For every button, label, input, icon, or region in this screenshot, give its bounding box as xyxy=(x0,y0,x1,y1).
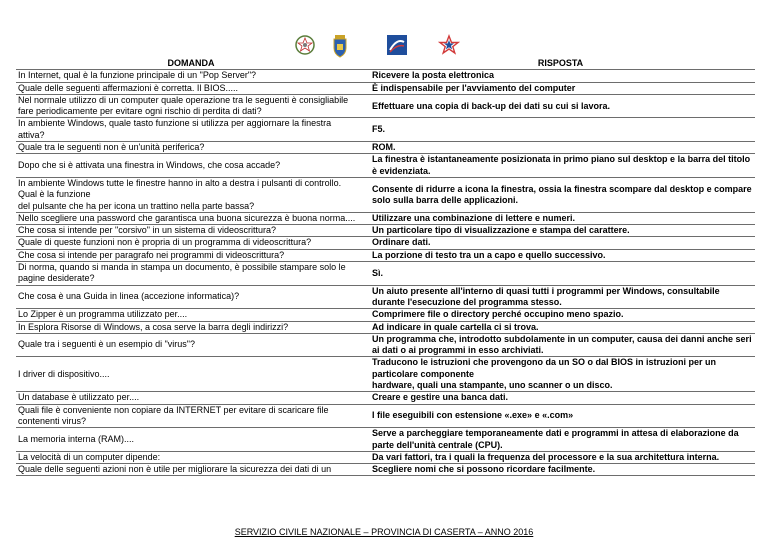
footer-caption: SERVIZIO CIVILE NAZIONALE – PROVINCIA DI CASERTA – ANNO 2016 xyxy=(234,527,534,537)
table-row xyxy=(16,118,755,142)
question-cell: Quale delle seguenti affermazioni è corretta. Il BIOS..... xyxy=(16,82,366,94)
answer-cell: È indispensabile per l'avviamento del computer xyxy=(366,82,755,94)
question-cell: Dopo che si è attivata una finestra in Windows, che cosa accade? xyxy=(16,154,366,178)
answer-cell: Consente di ridurre a icona la finestra, ossia la finestra scompare dal desktop e compare solo sulla barra delle applicazioni. xyxy=(366,177,755,212)
table-row xyxy=(16,309,755,321)
table-row xyxy=(16,428,755,452)
table-row xyxy=(16,451,755,463)
question-cell: Che cosa si intende per "corsivo" in un sistema di videoscrittura? xyxy=(16,225,366,237)
table-row xyxy=(16,357,755,392)
answer-cell: La porzione di testo tra un a capo e quello successivo. xyxy=(366,249,755,261)
question-cell: Quale di queste funzioni non è propria di un programma di videoscrittura? xyxy=(16,237,366,249)
table-row xyxy=(16,321,755,333)
question-cell: In ambiente Windows, quale tasto funzione si utilizza per aggiornare la finestra attiva? xyxy=(16,118,366,142)
question-cell: Quali file è conveniente non copiare da INTERNET per evitare di scaricare file contenenti virus? xyxy=(16,404,366,428)
province-caserta-crest-icon xyxy=(330,34,350,58)
table-row xyxy=(16,70,755,82)
question-cell: Di norma, quando si manda in stampa un documento, è possibile stampare solo le pagine desiderate? xyxy=(16,262,366,286)
question-cell: La velocità di un computer dipende: xyxy=(16,451,366,463)
question-cell: Nello scegliere una password che garantisca una buona sicurezza è buona norma.... xyxy=(16,212,366,224)
table-row xyxy=(16,333,755,357)
question-cell: Che cosa è una Guida in linea (accezione informatica)? xyxy=(16,285,366,309)
answer-cell: Ad indicare in quale cartella ci si trova. xyxy=(366,321,755,333)
table-row xyxy=(16,225,755,237)
italian-republic-emblem-icon xyxy=(294,34,316,56)
table-row xyxy=(16,392,755,404)
answer-cell: Serve a parcheggiare temporaneamente dati e programmi in attesa di elaborazione da parte dell'unità centrale (CPU). xyxy=(366,428,755,452)
table-row xyxy=(16,212,755,224)
table-row xyxy=(16,262,755,286)
answer-cell: ROM. xyxy=(366,142,755,154)
servizio-civile-logo-icon xyxy=(386,34,408,56)
answer-cell: Scegliere nomi che si possono ricordare facilmente. xyxy=(366,464,755,476)
answer-cell: Un particolare tipo di visualizzazione e stampa del carattere. xyxy=(366,225,755,237)
question-cell: Nel normale utilizzo di un computer quale operazione tra le seguenti è consigliabile fare periodicamente per evitare ogni rischio di perdita di dati? xyxy=(16,94,366,118)
answer-cell: Comprimere file o directory perché occupino meno spazio. xyxy=(366,309,755,321)
question-cell: Un database è utilizzato per.... xyxy=(16,392,366,404)
question-cell: In Esplora Risorse di Windows, a cosa serve la barra degli indirizzi? xyxy=(16,321,366,333)
answer-cell: Traducono le istruzioni che provengono da un SO o dal BIOS in istruzioni per un particolare componente hardware, quali una stampante, uno scanner o un disco. xyxy=(366,357,755,392)
answer-cell: Ordinare dati. xyxy=(366,237,755,249)
star-logo-icon xyxy=(438,34,460,56)
question-cell: Quale delle seguenti azioni non è utile per migliorare la sicurezza dei dati di un xyxy=(16,464,366,476)
answer-cell: Un programma che, introdotto subdolamente in un computer, causa dei danni anche seri ai dati o ai programmi in esso archiviati. xyxy=(366,333,755,357)
question-cell: In ambiente Windows tutte le finestre hanno in alto a destra i pulsanti di controllo. Qual è la funzione del pulsante che ha per icona un trattino nella parte bassa? xyxy=(16,177,366,212)
answer-cell: Ricevere la posta elettronica xyxy=(366,70,755,82)
table-row xyxy=(16,404,755,428)
question-cell: La memoria interna (RAM).... xyxy=(16,428,366,452)
answer-cell: Creare e gestire una banca dati. xyxy=(366,392,755,404)
question-cell: Che cosa si intende per paragrafo nei programmi di videoscrittura? xyxy=(16,249,366,261)
answer-cell: Utilizzare una combinazione di lettere e numeri. xyxy=(366,212,755,224)
answer-cell: Sì. xyxy=(366,262,755,286)
answer-column-header: RISPOSTA xyxy=(366,58,755,70)
table-row xyxy=(16,285,755,309)
answer-cell: Effettuare una copia di back-up dei dati su cui si lavora. xyxy=(366,94,755,118)
table-row xyxy=(16,237,755,249)
question-cell: I driver di dispositivo.... xyxy=(16,357,366,392)
table-row xyxy=(16,154,755,178)
table-row xyxy=(16,142,755,154)
answer-cell: La finestra è istantaneamente posizionata in primo piano sul desktop e la barra del titolo è evidenziata. xyxy=(366,154,755,178)
table-row xyxy=(16,94,755,118)
answer-cell: F5. xyxy=(366,118,755,142)
answer-cell: Un aiuto presente all'interno di quasi tutti i programmi per Windows, consultabile durante l'esecuzione del programma stesso. xyxy=(366,285,755,309)
question-cell: In Internet, qual è la funzione principale di un "Pop Server"? xyxy=(16,70,366,82)
question-cell: Quale tra i seguenti è un esempio di "virus"? xyxy=(16,333,366,357)
table-row xyxy=(16,82,755,94)
question-cell: Quale tra le seguenti non è un'unità periferica? xyxy=(16,142,366,154)
header-logos xyxy=(0,34,768,58)
table-row xyxy=(16,177,755,212)
question-column-header: DOMANDA xyxy=(16,58,366,70)
table-header-row xyxy=(16,58,755,70)
qa-table-body xyxy=(16,70,755,476)
answer-cell: I file eseguibili con estensione «.exe» e «.com» xyxy=(366,404,755,428)
table-row xyxy=(16,464,755,476)
answer-cell: Da vari fattori, tra i quali la frequenza del processore e la sua architettura interna. xyxy=(366,451,755,463)
table-row xyxy=(16,249,755,261)
question-cell: Lo Zipper è un programma utilizzato per.... xyxy=(16,309,366,321)
qa-table xyxy=(16,58,755,476)
